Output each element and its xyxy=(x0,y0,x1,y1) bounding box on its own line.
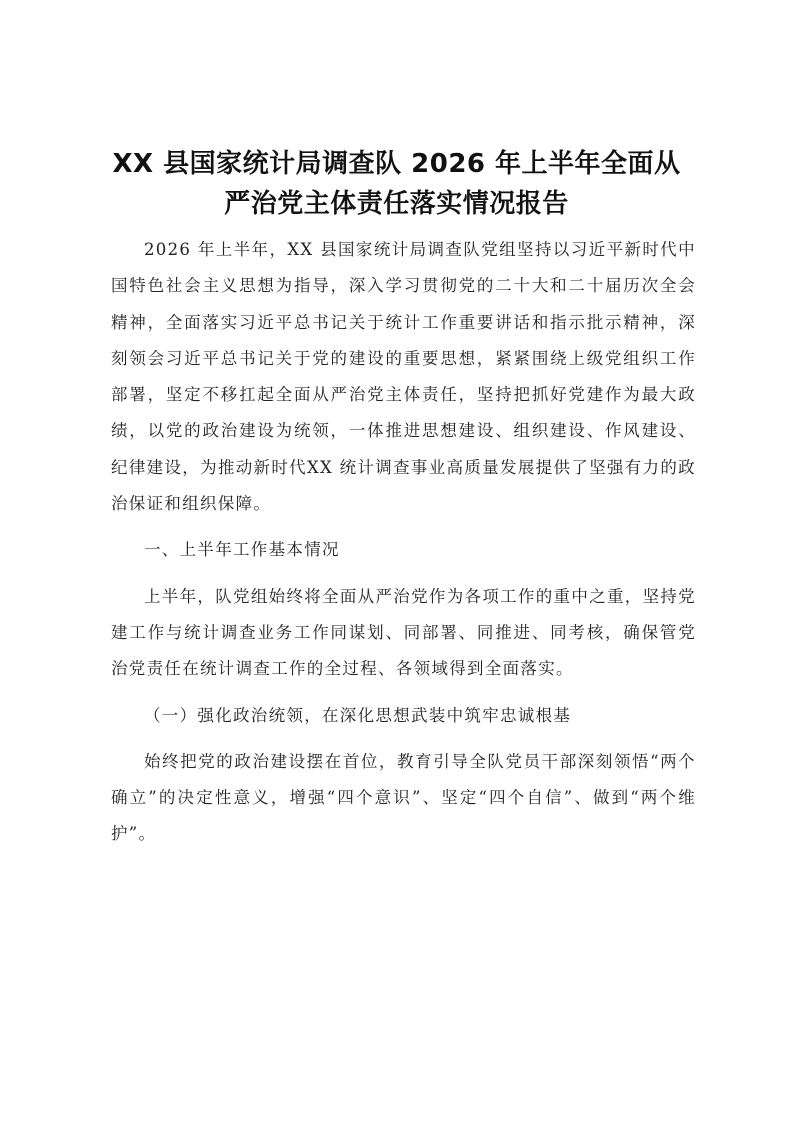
intro-paragraph: 2026 年上半年，XX 县国家统计局调查队党组坚持以习近平新时代中国特色社会主义思想为指导，深入学习贯彻党的二十大和二十届历次全会精神，全面落实习近平总书记关于统计工作重要讲话和指示批示精神，深刻领会习近平总书记关于党的建设的重要思想，紧紧围绕上级党组织工作部署，坚定不移扛起全面从严治党主体责任，坚持把抓好党建作为最大政绩，以党的政治建设为统领，一体推进思想建设、组织建设、作风建设、纪律建设，为推动新时代XX 统计调查事业高质量发展提供了坚强有力的政治保证和组织保障。 xyxy=(111,240,696,514)
section-1-paragraph: 上半年，队党组始终将全面从严治党作为各项工作的重中之重，坚持党建工作与统计调查业务工作同谋划、同部署、同推进、同考核，确保管党治党责任在统计调查工作的全过程、各领域得到全面落实。 xyxy=(111,586,696,679)
title-line-1: XX 县国家统计局调查队 2026 年上半年全面从 xyxy=(112,149,681,179)
subsection-1-heading: （一）强化政治统领，在深化思想武装中筑牢忠诚根基 xyxy=(144,705,572,725)
spacer xyxy=(111,688,696,698)
spacer xyxy=(111,734,696,744)
spacer xyxy=(111,522,696,532)
subsection-1-paragraph: 始终把党的政治建设摆在首位，教育引导全队党员干部深刻领悟“两个确立”的决定性意义，增强“四个意识”、坚定“四个自信”、做到“两个维护”。 xyxy=(111,751,696,844)
spacer xyxy=(111,569,696,579)
title-line-2: 严治党主体责任落实情况报告 xyxy=(224,189,569,219)
section-1-heading: 一、上半年工作基本情况 xyxy=(144,540,340,560)
document-body xyxy=(111,232,696,853)
document-title xyxy=(100,144,693,224)
